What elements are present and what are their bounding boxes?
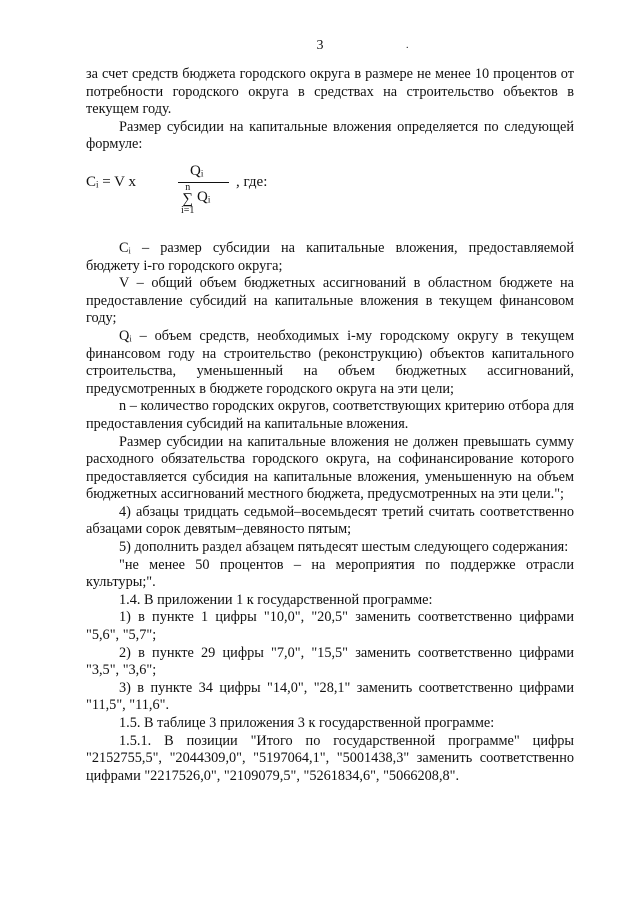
definition-ci: Cᵢ – размер субсидии на капитальные вложения, предоставляемой бюджету i-го городского округа; [86,239,574,274]
stray-mark: . [406,40,409,51]
paragraph: Размер субсидии на капитальные вложения не должен превышать сумму расходного обязательства городского округа, на софинансирование которого предоставляется субсидия на капитальные вложения, уменьшенную на объем бюджетных ассигнований местного бюджета, предусмотренных на эти цели."; [86,433,574,503]
section-heading: 1.4. В приложении 1 к государственной программе: [119,591,433,608]
list-item: 4) абзацы тридцать седьмой–восемьдесят третий считать соответственно абзацами сорок девятым–девяносто пятым; [86,503,574,538]
formula-suffix: , где: [236,173,268,190]
subsidy-formula [86,162,574,222]
sum-symbol: ∑ [182,190,194,207]
formula-numerator: Qᵢ [190,162,204,179]
list-item: 1) в пункте 1 цифры "10,0", "20,5" заменить соответственно цифрами "5,6", "5,7"; [86,609,574,644]
paragraph: Размер субсидии на капитальные вложения определяется по следующей формуле: [86,118,574,153]
quoted-text: "не менее 50 процентов – на мероприятия по поддержке отрасли культуры;". [86,556,574,591]
list-item: 2) в пункте 29 цифры "7,0", "15,5" заменить соответственно цифрами "3,5", "3,6"; [86,644,574,679]
list-item: 5) дополнить раздел абзацем пятьдесят шестым следующего содержания: [119,539,569,556]
sum-upper-limit: n [185,181,191,193]
paragraph: за счет средств бюджета городского округа в размере не менее 10 процентов от потребности городского округа в средствах на строительство объектов в текущем году. [86,66,574,118]
page-number: 3 [316,38,324,53]
formula-lhs: Cᵢ = V x [86,173,136,190]
document-body [86,66,574,785]
sum-lower-limit: i=1 [181,204,195,216]
list-item: 3) в пункте 34 цифры "14,0", "28,1" заменить соответственно цифрами "11,5", "11,6". [86,679,574,714]
list-item: 1.5.1. В позиции "Итого по государственной программе" цифры "2152755,5", "2044309,0", "5197064,1", "5001438,3" заменить соответственно цифрами "2217526,0", "2109079,5", "5261834,6", "5066208,8". [86,732,574,784]
definition-v: V – общий объем бюджетных ассигнований в областном бюджете на предоставление субсидий на капитальные вложения в текущем финансовом году; [86,275,574,327]
sum-operator [181,183,194,216]
formula-denominator: Qᵢ [197,188,211,205]
definition-qi: Qᵢ – объем средств, необходимых i-му городскому округу в текущем финансовом году на строительство (реконструкцию) объектов капитального строительства, уменьшенный на объем бюджетных ассигнований, предусмотренных в бюджете городского округа на эти цели; [86,327,574,397]
definition-n: n – количество городских округов, соответствующих критерию отбора для предоставления субсидий на капитальные вложения. [86,398,574,432]
section-heading: 1.5. В таблице 3 приложения 3 к государственной программе: [119,715,495,731]
